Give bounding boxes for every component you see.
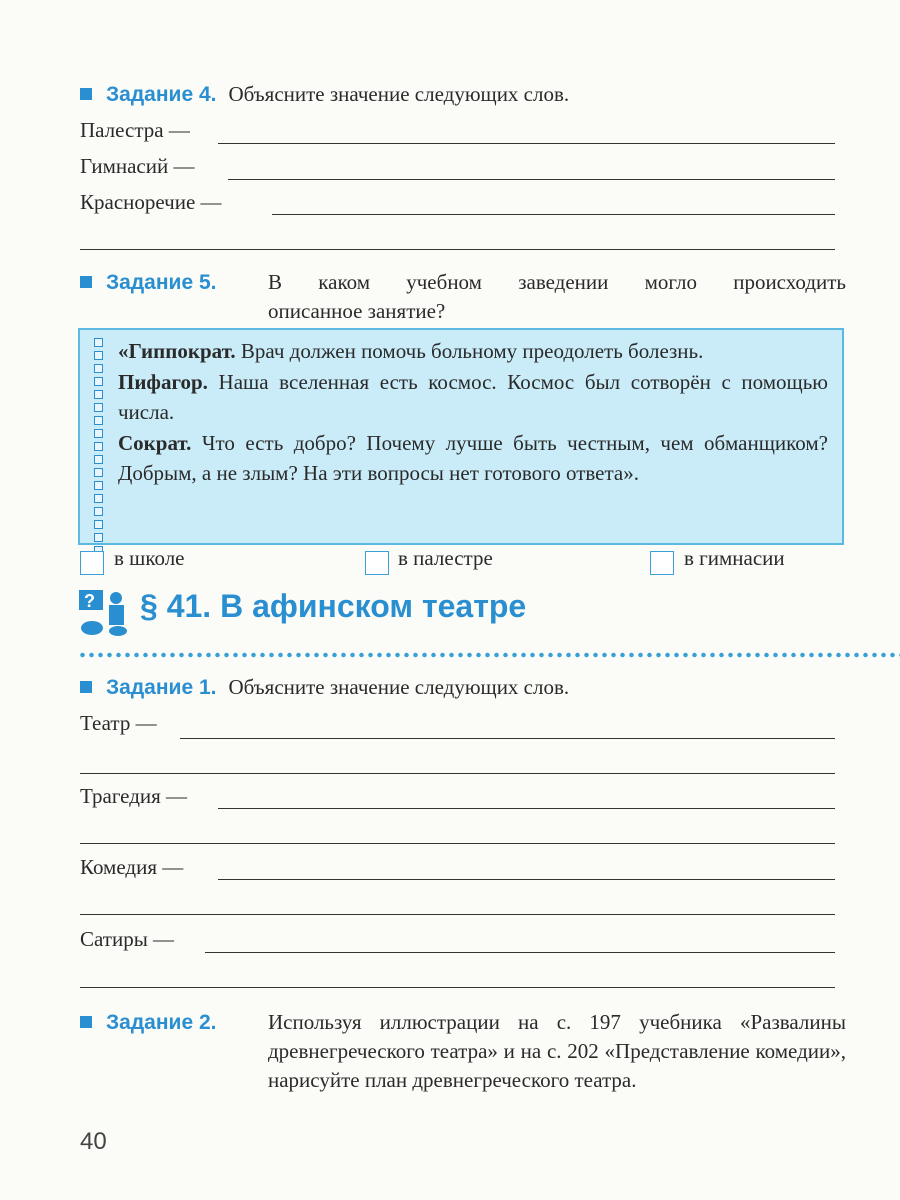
svg-text:?: ?: [84, 591, 95, 611]
answer-line[interactable]: [80, 843, 835, 844]
answer-line[interactable]: [80, 914, 835, 915]
term-palestra: Палестра —: [80, 118, 190, 142]
quote-hippocrates: «Гиппократ. Врач должен помочь больному преодолеть болезнь.: [118, 339, 704, 363]
answer-line[interactable]: [218, 808, 835, 809]
task-4-heading: Задание 4. Объясните значение следующих слов.: [80, 80, 569, 109]
page-number: 40: [80, 1128, 107, 1155]
quote-text: [118, 336, 828, 489]
dotted-divider: [78, 652, 900, 658]
quote-pythagoras: Пифагор. Наша вселенная есть космос. Космос был сотворён с помощью числа.: [118, 369, 828, 424]
quote-box: [78, 328, 844, 545]
option-school-label: в школе: [114, 546, 185, 570]
checkbox-palestra[interactable]: [365, 551, 389, 575]
task-2-text: Используя иллюстрации на с. 197 учебника «Развалины древнегреческого театра» и на с. 202 «Представление комедии», нарисуйте план древнегреческого театра.: [268, 1010, 846, 1092]
term-theatre: Театр —: [80, 711, 157, 735]
answer-line[interactable]: [80, 249, 835, 250]
section-title: § 41. В афинском театре: [140, 588, 527, 624]
term-tragedy: Трагедия —: [80, 784, 188, 808]
answer-line[interactable]: [80, 987, 835, 988]
term-rhetoric: Красноречие —: [80, 190, 222, 214]
notebook-rings-icon: [94, 338, 104, 559]
term-comedy: Комедия —: [80, 855, 184, 879]
answer-line[interactable]: [228, 179, 835, 180]
answer-line[interactable]: [205, 952, 835, 953]
bullet-square-icon: [80, 1016, 92, 1028]
checkbox-school[interactable]: [80, 551, 104, 575]
option-palestra-label: в палестре: [398, 546, 493, 570]
teacher-icon: [78, 588, 130, 638]
task-5-text-2: описанное занятие?: [268, 299, 446, 323]
answer-line[interactable]: [218, 879, 835, 880]
bullet-square-icon: [80, 88, 92, 100]
quote-socrates: Сократ. Что есть добро? Почему лучше быть честным, чем обманщиком? Добрым, а не злым? На эти вопросы нет готового ответа».: [118, 430, 828, 485]
checkbox-gymnasium[interactable]: [650, 551, 674, 575]
bullet-square-icon: [80, 681, 92, 693]
task-5-text: В каком учебном заведении могло происходить: [268, 270, 846, 294]
term-gymnasium: Гимнасий —: [80, 154, 195, 178]
term-satyrs: Сатиры —: [80, 927, 175, 951]
answer-line[interactable]: [80, 773, 835, 774]
bullet-square-icon: [80, 276, 92, 288]
answer-line[interactable]: [272, 214, 835, 215]
task-1-heading: Задание 1. Объясните значение следующих слов.: [80, 673, 569, 702]
answer-line[interactable]: [218, 143, 835, 144]
task-5-heading: Задание 5.: [80, 268, 228, 297]
option-gymnasium-label: в гимнасии: [684, 546, 785, 570]
answer-line[interactable]: [180, 738, 835, 739]
task-2-heading: Задание 2.: [80, 1008, 228, 1037]
